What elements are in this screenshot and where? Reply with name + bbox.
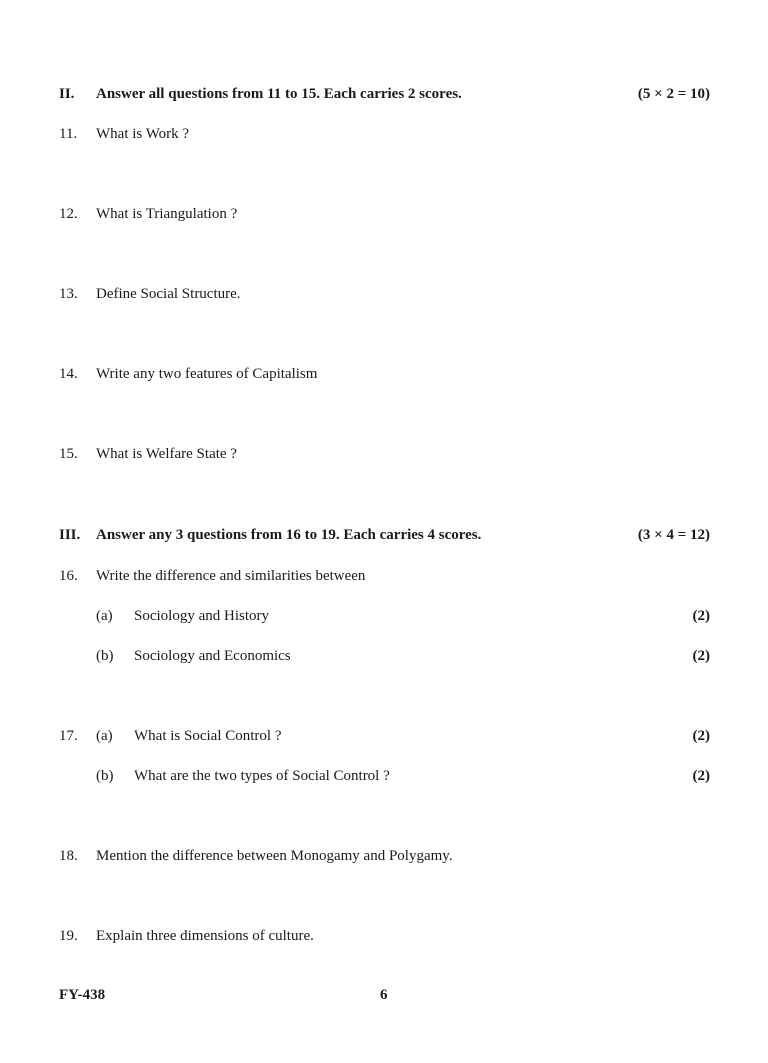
sub-question-text: What is Social Control ? [134,728,282,744]
section-number: II. [59,86,75,102]
question-16 [0,565,768,587]
question-text: What is Triangulation ? [96,206,238,222]
section-number: III. [59,527,81,543]
question-text: Explain three dimensions of culture. [96,928,314,944]
section-3-header [0,524,768,546]
sub-question-text: Sociology and Economics [134,648,291,664]
section-marks: (5 × 2 = 10) [637,86,710,102]
section-instruction: Answer any 3 questions from 16 to 19. Each carries 4 scores. [96,527,482,543]
sub-question-letter: (a) [96,608,113,624]
page-footer [0,984,768,1006]
question-text: What is Work ? [96,126,190,142]
question-number: 15. [59,446,78,462]
question-number: 19. [59,928,78,944]
question-number: 14. [59,366,78,382]
sub-question-text: What are the two types of Social Control ? [134,768,390,784]
question-number: 11. [59,126,78,142]
sub-question-marks: (2) [692,608,710,624]
sub-question-marks: (2) [692,768,710,784]
sub-question-marks: (2) [692,648,710,664]
question-text: Write the difference and similarities between [96,568,366,584]
question-15 [0,443,768,465]
question-text: What is Welfare State ? [96,446,237,462]
question-16a [0,605,768,627]
question-11 [0,123,768,145]
question-13 [0,283,768,305]
question-16b [0,645,768,667]
page-number: 6 [380,987,388,1003]
question-number: 18. [59,848,78,864]
question-17a [0,725,768,747]
sub-question-letter: (b) [96,648,114,664]
sub-question-letter: (b) [96,768,114,784]
sub-question-marks: (2) [692,728,710,744]
paper-code: FY-438 [59,987,106,1003]
question-number: 12. [59,206,78,222]
question-text: Write any two features of Capitalism [96,366,318,382]
question-17b [0,765,768,787]
question-number: 17. [59,728,78,744]
section-2-header [0,83,768,105]
question-number: 13. [59,286,78,302]
sub-question-letter: (a) [96,728,113,744]
question-number: 16. [59,568,78,584]
sub-question-text: Sociology and History [134,608,269,624]
question-text: Mention the difference between Monogamy and Polygamy. [96,848,453,864]
question-14 [0,363,768,385]
question-18 [0,845,768,867]
section-marks: (3 × 4 = 12) [637,527,710,543]
question-12 [0,203,768,225]
question-19 [0,925,768,947]
section-instruction: Answer all questions from 11 to 15. Each carries 2 scores. [96,86,462,102]
question-text: Define Social Structure. [96,286,241,302]
